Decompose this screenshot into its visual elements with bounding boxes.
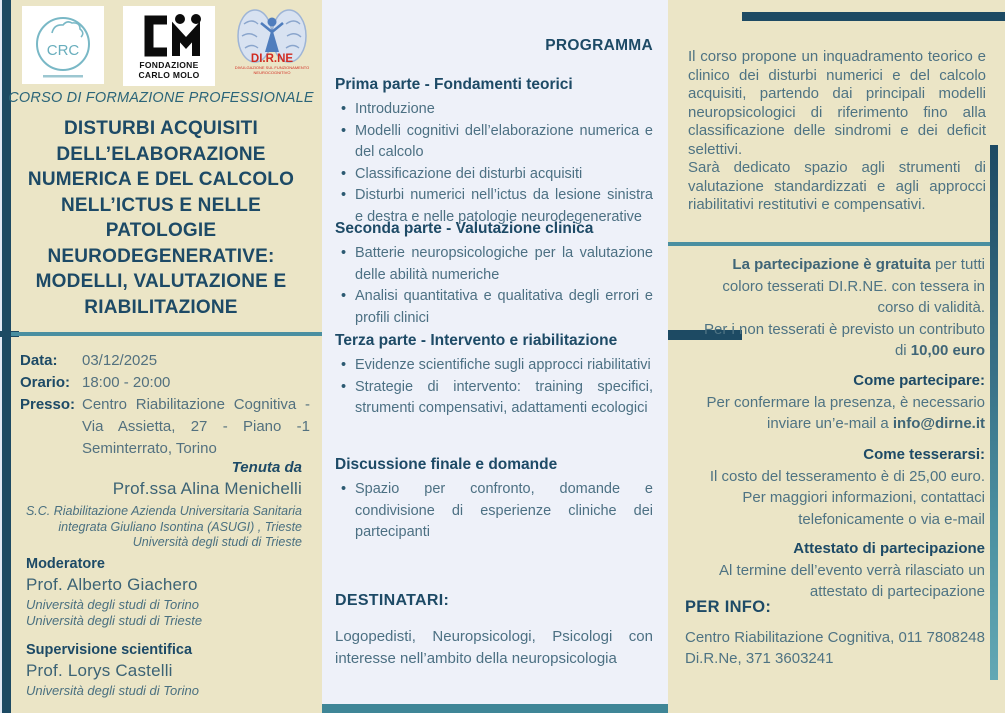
section-heading: Prima parte - Fondamenti teorici xyxy=(335,76,573,93)
dirne-logo xyxy=(232,6,312,80)
left-navy-accent-bar xyxy=(2,0,11,713)
crc-abbr: CRC xyxy=(46,42,80,59)
partecipare-text: Per confermare la presenza, è necessario inviare un’e-mail a xyxy=(706,393,985,432)
destinatari-text: Logopedisti, Neuropsicologi, Psicologi con interesse nell’ambito della neuropsicologia xyxy=(335,628,653,667)
dirne-caption-line2: NEUROCOGNITIVO xyxy=(253,70,291,75)
come-tesserarsi-text: Il costo del tesseramento è di 25,00 euro. Per maggiori informazioni, contattaci telefonicamente o via e-mail xyxy=(709,467,985,528)
come-partecipare-block xyxy=(700,370,985,435)
bottom-teal-bar xyxy=(322,704,668,713)
bullet-item: • Disturbi numerici nell’ictus da lesione sinistra e destra e nelle patologie neurodegenerative xyxy=(335,185,653,228)
bullet-item: • Analisi quantitativa e qualitativa degli errori e profili clinici xyxy=(335,286,653,329)
attestato-heading: Attestato di partecipazione xyxy=(793,540,985,557)
program-title: PROGRAMMA xyxy=(545,37,653,54)
detail-row-presso xyxy=(20,394,310,460)
come-tesserarsi-heading: Come tesserarsi: xyxy=(863,446,985,463)
bullet-item: • Classificazione dei disturbi acquisiti xyxy=(335,164,653,186)
participation-line-2 xyxy=(700,319,985,362)
crc-logo xyxy=(22,6,104,84)
crc-logo-graphic xyxy=(22,6,104,84)
participation-rest: per tutti coloro tesserati DI.R.NE. con tessera in corso di validità. xyxy=(722,256,985,316)
destinatari-heading: DESTINATARI: xyxy=(335,592,450,609)
bullet-list xyxy=(335,479,653,544)
program-section-seconda xyxy=(335,220,653,329)
participation-line-1 xyxy=(700,254,985,319)
dirne-logo-graphic xyxy=(232,6,312,80)
info-phone-line-2: Di.R.Ne, 371 3603241 xyxy=(685,650,834,667)
data-value: 03/12/2025 xyxy=(82,352,158,369)
supervision-affiliation-1: Università degli studi di Torino xyxy=(26,683,199,698)
per-info-heading: PER INFO: xyxy=(685,598,772,616)
event-details xyxy=(20,350,310,460)
data-label: Data: xyxy=(20,352,58,369)
bullet-list xyxy=(335,243,653,329)
title-rule-teal xyxy=(11,332,322,336)
info-phone-line-1: Centro Riabilitazione Cognitiva, 011 7808248 xyxy=(685,629,985,646)
section-heading: Terza parte - Intervento e riabilitazione xyxy=(335,332,618,349)
per-info-block xyxy=(685,598,987,669)
moderator-affiliation-2: Università degli studi di Trieste xyxy=(26,613,203,628)
right-top-navy-bar xyxy=(742,12,1005,21)
fee-text: Per i non tesserati è previsto un contributo di xyxy=(704,320,985,359)
fondazione-label: FONDAZIONE xyxy=(139,60,199,70)
staff-block xyxy=(26,556,308,699)
participation-block xyxy=(700,254,985,362)
dirne-caption-line1: DIVULGAZIONE SUL FUNZIONAMENTO xyxy=(234,65,310,70)
detail-row-orario xyxy=(20,372,310,394)
presso-value: Centro Riabilitazione Cognitiva - Via Assietta, 27 - Piano -1 Seminterrato, Torino xyxy=(82,396,310,457)
moderator-name: Prof. Alberto Giachero xyxy=(26,575,198,594)
program-section-prima xyxy=(335,76,653,228)
figure-head-dot xyxy=(191,14,201,24)
carlo-molo-logo xyxy=(123,6,215,86)
letter-m-shape xyxy=(176,32,196,56)
attestato-text: Al termine dell’evento verrà rilasciato un attestato di partecipazione xyxy=(719,561,985,600)
detail-row-data xyxy=(20,350,310,372)
spacer xyxy=(26,629,308,642)
come-tesserarsi-block xyxy=(700,444,985,530)
bullet-item: • Spazio per confronto, domande e condivisione di esperienze cliniche dei partecipanti xyxy=(335,479,653,544)
intro-paragraph-2: Sarà dedicato spazio agli strumenti di valutazione standardizzati e agli approcci riabilitativi restitutivi e compensativi. xyxy=(688,159,986,213)
speaker-affiliation-1: S.C. Riabilitazione Azienda Universitaria Sanitaria integrata Giuliano Isontina (ASUGI) , Trieste xyxy=(25,504,302,534)
letter-c-shape xyxy=(149,20,167,52)
course-type-label: CORSO DI FORMAZIONE PROFESSIONALE xyxy=(8,90,314,106)
bullet-list xyxy=(335,99,653,228)
intro-paragraph-1: Il corso propone un inquadramento teorico e clinico dei disturbi numerici e del calcolo acquisiti, partendo dai principali modelli neuropsicologici di riferimento fino alla classificazione delle sindromi e dei deficit selettivi. xyxy=(688,48,986,158)
carlo-molo-label: CARLO MOLO xyxy=(138,70,200,80)
figure-head xyxy=(268,18,277,27)
supervision-label: Supervisione scientifica xyxy=(26,642,193,658)
dirne-name: DI.R.NE xyxy=(250,53,294,65)
speaker-label: Tenuta da xyxy=(231,459,302,476)
bullet-item: • Introduzione xyxy=(335,99,653,121)
attestato-block xyxy=(700,538,985,603)
section-heading: Discussione finale e domande xyxy=(335,456,558,473)
fee-amount: 10,00 euro xyxy=(910,342,985,359)
per-info-lines xyxy=(685,627,987,669)
come-partecipare-heading: Come partecipare: xyxy=(853,372,985,389)
contact-email: info@dirne.it xyxy=(892,415,985,432)
presso-label: Presso: xyxy=(20,396,76,413)
bullet-list xyxy=(335,355,653,420)
carlo-molo-logo-text xyxy=(138,60,199,80)
orario-label: Orario: xyxy=(20,374,71,391)
program-section-discussione xyxy=(335,456,653,544)
course-intro xyxy=(688,48,986,215)
right-teal-divider xyxy=(668,242,990,246)
speaker-affiliation-2: Università degli studi di Trieste xyxy=(132,535,302,549)
section-heading: Seconda parte - Valutazione clinica xyxy=(335,220,594,237)
participation-bold: La partecipazione è gratuita xyxy=(732,256,931,273)
course-title: DISTURBI ACQUISITI DELL’ELABORAZIONE NUMERICA E DEL CALCOLO NELL’ICTUS E NELLE PATOLOGIE NEURODEGENERATIVE: MODELLI, VALUTAZIONE E RIABILITAZIONE xyxy=(27,118,295,318)
bullet-item: • Strategie di intervento: training specifici, strumenti compensativi, adattamenti ecologici xyxy=(335,377,653,420)
bullet-item: • Modelli cognitivi dell’elaborazione numerica e del calcolo xyxy=(335,121,653,164)
bullet-item: • Evidenze scientifiche sugli approcci riabilitativi xyxy=(335,355,653,377)
brain-icon xyxy=(52,22,83,37)
bullet-item: • Batterie neuropsicologiche per la valutazione delle abilità numeriche xyxy=(335,243,653,286)
speaker-block xyxy=(0,459,302,551)
come-partecipare-text xyxy=(700,392,985,435)
moderator-affiliation-1: Università degli studi di Torino xyxy=(26,597,199,612)
crc-tagline-smudge xyxy=(43,75,83,78)
speaker-name: Prof.ssa Alina Menichelli xyxy=(112,479,302,498)
speaker-affiliation xyxy=(0,504,302,551)
supervision-name: Prof. Lorys Castelli xyxy=(26,661,173,680)
orario-value: 18:00 - 20:00 xyxy=(82,374,171,391)
figure-head-dot xyxy=(175,14,185,24)
right-edge-teal-bar xyxy=(990,145,998,680)
program-section-terza xyxy=(335,332,653,420)
carlo-molo-logo-graphic xyxy=(134,12,204,58)
moderator-label: Moderatore xyxy=(26,556,105,572)
